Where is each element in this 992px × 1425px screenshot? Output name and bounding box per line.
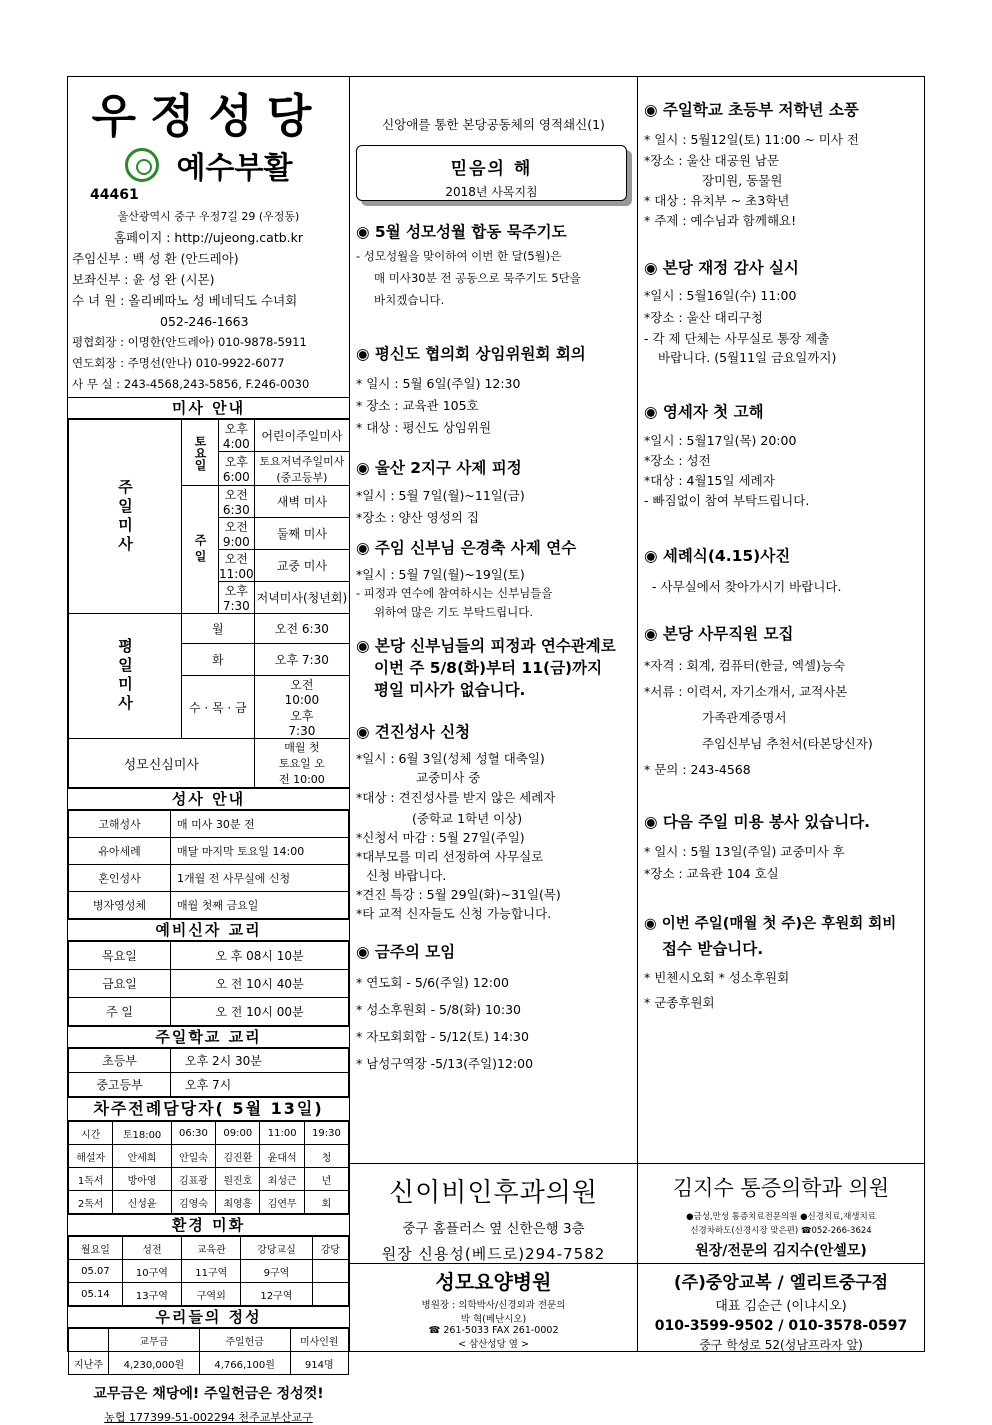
notice-meetings [356, 941, 633, 1077]
catechism-table [68, 941, 349, 1026]
notice-line: * 문의 : 243-4568 [644, 762, 751, 777]
notice-line: *대부모를 미리 선정하여 사무실로 [356, 849, 544, 864]
sunday-label: 주일 [193, 533, 207, 566]
catechism-time: 오 후 08시 10분 [171, 942, 349, 970]
ad-line: < 삼산성당 옆 > [458, 1339, 529, 1350]
parish-title: 우정성당 [91, 89, 326, 143]
homepage[interactable]: 홈페이지 : http://ujeong.catb.kr [113, 230, 304, 245]
offer-cell: 4,230,000원 [109, 1352, 200, 1375]
bank-account: 농협 177399-51-002294 천주교부산교구 [104, 1411, 313, 1424]
mass-table [68, 419, 350, 788]
marian-mass: 성모신심미사 [69, 739, 255, 788]
clean-cell: 11구역 [182, 1260, 241, 1283]
notice-line: - 사무실에서 찾아가시기 바랍니다. [652, 579, 842, 594]
notice-line: *장소 : 울산 대공원 남문 [644, 153, 780, 168]
notice-heading: ◉ 다음 주일 미용 봉사 있습니다. [644, 813, 871, 831]
notice-line: *타 교적 신자들도 신청 가능합니다. [356, 906, 552, 921]
cleaning-title: 환경 미화 [68, 1214, 349, 1236]
ad-title: 김지수 통증의학과 의원 [672, 1176, 890, 1200]
notice-heading: ◉ 주일학교 초등부 저학년 소풍 [644, 101, 859, 119]
school-time: 오후 7시 [171, 1073, 349, 1097]
offer-head: 미사인원 [290, 1329, 348, 1352]
offer-cell: 914명 [290, 1352, 348, 1375]
clean-cell: 10구역 [122, 1260, 181, 1283]
notice-heading: ◉ 평신도 협의회 상임위원회 회의 [356, 345, 586, 363]
ad-title: 성모요양병원 [435, 1270, 552, 1294]
clean-cell [312, 1260, 348, 1283]
sacrament-info: 1개월 전 사무실에 신청 [171, 865, 349, 892]
meeting-line: * 성소후원회 - 5/8(화) 10:30 [356, 1002, 521, 1017]
sacrament: 유아세례 [69, 838, 171, 865]
notice-line: 장미원, 동물원 [702, 173, 783, 188]
catechism-time: 오 전 10시 00분 [171, 998, 349, 1026]
liturgy-head: 06:30 [171, 1122, 215, 1145]
ad-line: 병원장 : 의학박사/신경외과 전문의 [421, 1300, 566, 1311]
notice-line: *신청서 마감 : 5월 27일(주일) [356, 830, 525, 845]
ad-line: 대표 김순근 (이냐시오) [715, 1299, 847, 1314]
notice-line: 교중미사 중 [416, 770, 481, 785]
cleaning-table [68, 1236, 349, 1306]
ad-line: 박 혁(베난시오) [460, 1314, 527, 1325]
convent-phone: 052-246-1663 [160, 314, 249, 329]
sacrament: 병자영성체 [69, 892, 171, 919]
notice-confirmation [356, 721, 633, 923]
office-phone: 사 무 실 : 243-4568,243-5856, F.246-0030 [72, 377, 310, 391]
clean-head: 월요일 [69, 1237, 123, 1260]
ad-line: 중구 학성로 52(성남프라자 앞) [699, 1338, 863, 1352]
mass-time: 오전 6:30 [219, 486, 255, 518]
notice-heading: ◉ 영세자 첫 고해 [644, 403, 764, 421]
liturgy-cell: 청 [304, 1145, 348, 1168]
school-grade: 초등부 [69, 1049, 171, 1073]
liturgy-cell: 안세희 [113, 1145, 171, 1168]
catechism-title: 예비신자 교리 [68, 919, 349, 941]
mass-time: 오후 7:30 [219, 582, 255, 614]
liturgy-cell: 김표광 [171, 1168, 215, 1191]
notice-heading: ◉ 본당 사무직원 모집 [644, 625, 794, 643]
meeting-line: * 남성구역장 -5/13(주일)12:00 [356, 1056, 534, 1071]
mass-name: 어린이주일미사 [254, 420, 350, 452]
notice-heading: ◉ 울산 2지구 사제 피정 [356, 459, 522, 477]
sunday-school-table [68, 1048, 349, 1097]
parish-logo-icon [125, 148, 159, 182]
parish-info [68, 185, 349, 395]
mass-name: 저녁미사(청년회) [254, 582, 350, 614]
saturday-label: 토요일 [193, 434, 207, 471]
notice-line: 바랍니다. (5월11일 금요일까지) [658, 350, 837, 365]
liturgy-cell: 2독서 [69, 1191, 113, 1214]
meeting-line: * 연도회 - 5/6(주일) 12:00 [356, 975, 509, 990]
ad-line: 신경차하도(신경시장 맞은편) ☎052-266-3624 [690, 1226, 872, 1236]
mass-time: 오전 9:00 [219, 518, 255, 550]
slogan: 예수부활 [176, 151, 293, 186]
ad-pain-clinic [638, 1163, 924, 1263]
notice-heading: 평일 미사가 없습니다. [374, 681, 526, 699]
convent: 수 녀 원 : 올리베따노 성 베네딕도 수녀회 [72, 293, 298, 308]
notice-line: (중학교 1학년 이상) [412, 811, 523, 826]
sacrament-info: 매 미사 30분 전 [171, 811, 349, 838]
middle-column [350, 77, 638, 1351]
ad-line: ●금성,만성 통증치료전문의원 ●신경치료,재생치료 [686, 1212, 876, 1222]
school-grade: 중고등부 [69, 1073, 171, 1097]
assistant-priest: 보좌신부 : 윤 성 완 (시몬) [72, 272, 215, 287]
notice-line: *자격 : 회계, 컴퓨터(한글, 엑셀)능숙 [644, 658, 846, 673]
ad-line: 010-3599-9502 / 010-3578-0597 [654, 1318, 908, 1334]
sacrament-info: 매월 첫째 금요일 [171, 892, 349, 919]
clean-cell: 13구역 [122, 1283, 181, 1306]
left-column [68, 77, 350, 1424]
year-title: 믿음의 해 [450, 159, 533, 179]
notice-line: *장소 : 성전 [644, 453, 711, 468]
notice-line: * 군종후원회 [644, 995, 715, 1010]
notice-line: * 일시 : 5월 13일(주일) 교중미사 후 [644, 844, 845, 859]
logo-row [68, 145, 349, 185]
weekday: 화 [182, 644, 255, 676]
clean-cell: 05.07 [69, 1260, 123, 1283]
clean-head: 강당 [312, 1237, 348, 1260]
notice-heading: ◉ 본당 재정 감사 실시 [644, 259, 799, 277]
notice-heading: 접수 받습니다. [662, 940, 764, 958]
clean-cell: 05.14 [69, 1283, 123, 1306]
notice-line: 신청 바랍니다. [366, 868, 447, 883]
notice-line: 위하여 많은 기도 부탁드립니다. [374, 605, 534, 619]
notice-line: 가족관계증명서 [702, 710, 787, 725]
ad-uniform [638, 1263, 924, 1353]
liturgy-cell: 원진호 [216, 1168, 260, 1191]
liturgy-cell: 윤대석 [260, 1145, 304, 1168]
sacrament-title: 성사 안내 [68, 788, 349, 810]
notice-retreat [356, 457, 633, 529]
liturgy-title: 차주전례담당자( 5월 13일) [68, 1097, 349, 1121]
notice-first-confession [644, 401, 920, 511]
notice-audit [644, 257, 920, 367]
notice-heading: ◉ 견진성사 신청 [356, 723, 471, 741]
marian-mass-time: 매월 첫 토요일 오전 10:00 [254, 739, 350, 788]
notice-staff-recruit [644, 623, 920, 783]
notice-line: *일시 : 6월 3일(성체 성혈 대축일) [356, 751, 545, 766]
offer-head: 주일헌금 [199, 1329, 290, 1352]
liturgy-head: 시간 [69, 1122, 113, 1145]
clean-cell: 구역외 [182, 1283, 241, 1306]
sacrament: 혼인성사 [69, 865, 171, 892]
weekday-mass-label: 평일미사 [116, 638, 134, 714]
notice-line: - 피정과 연수에 참여하시는 신부님들을 [356, 586, 553, 600]
liturgy-cell: 년 [304, 1168, 348, 1191]
weekday: 수 · 목 · 금 [182, 676, 255, 739]
notice-line: * 일시 : 5월 6일(주일) 12:30 [356, 376, 521, 391]
bulletin-page [67, 76, 925, 1424]
ad-line: 원장/전문의 김지수(안셀모) [695, 1243, 867, 1259]
liturgy-cell: 김연무 [260, 1191, 304, 1214]
catechism-day: 목요일 [69, 942, 171, 970]
liturgy-cell: 안일숙 [171, 1145, 215, 1168]
notice-heading: ◉ 세례식(4.15)사진 [644, 547, 791, 565]
notice-line: *일시 : 5월 7일(월)~19일(토) [356, 567, 525, 582]
notice-heading: ◉ 이번 주일(매월 첫 주)은 후원회 회비 [644, 916, 897, 932]
liturgy-cell: 최영흥 [216, 1191, 260, 1214]
ad-ent-clinic [350, 1163, 637, 1263]
offer-cell: 지난주 [69, 1352, 109, 1375]
council-president: 평협회장 : 이명한(안드레아) 010-9878-5911 [72, 335, 307, 349]
notice-line: *장소 : 울산 대리구청 [644, 310, 763, 325]
liturgy-head: 토18:00 [113, 1122, 171, 1145]
mass-time: 오후 6:00 [219, 452, 255, 486]
weekday-time: 오전 10:00 오후 7:30 [254, 676, 350, 739]
notice-line: 매 미사30분 전 공동으로 묵주기도 5단을 [374, 271, 581, 285]
mass-name: 토요저녁주일미사 (중고등부) [254, 452, 350, 486]
notice-line: *대상 : 4월15일 세례자 [644, 473, 775, 488]
clean-cell [312, 1283, 348, 1306]
weekday: 월 [182, 614, 255, 644]
notice-heading: ◉ 주임 신부님 은경축 사제 연수 [356, 539, 577, 557]
weekday-time: 오후 7:30 [254, 644, 350, 676]
ad-hospital [350, 1263, 637, 1353]
meeting-line: * 자모회회합 - 5/12(토) 14:30 [356, 1029, 529, 1044]
liturgy-cell: 김영숙 [171, 1191, 215, 1214]
notice-heading: 이번 주 5/8(화)부터 11(금)까지 [374, 659, 603, 677]
liturgy-head: 09:00 [216, 1122, 260, 1145]
year-box [356, 145, 627, 201]
offering-table [68, 1328, 349, 1375]
sacrament-info: 매달 마지막 토요일 14:00 [171, 838, 349, 865]
notice-line: *서류 : 이력서, 자기소개서, 교적사본 [644, 684, 848, 699]
offer-cell: 4,766,100원 [199, 1352, 290, 1375]
pastor: 주임신부 : 백 성 환 (안드레아) [72, 251, 239, 266]
notice-heading: ◉ 5월 성모성월 합동 묵주기도 [356, 223, 567, 241]
sunday-mass-label: 주일미사 [116, 478, 134, 555]
offer-head [69, 1329, 109, 1352]
clean-cell: 12구역 [241, 1283, 312, 1306]
liturgy-head: 11:00 [260, 1122, 304, 1145]
motto: 신앙애를 통한 본당공동체의 영적쇄신(1) [382, 117, 605, 132]
notice-line: * 장소 : 교육관 105호 [356, 398, 479, 413]
notice-baptism-photo [644, 545, 920, 596]
ad-line: 중구 홈플러스 옆 신한은행 3층 [402, 1221, 585, 1237]
notice-line: * 일시 : 5월12일(토) 11:00 ~ 미사 전 [644, 132, 859, 147]
liturgy-cell: 신성윤 [113, 1191, 171, 1214]
catechism-time: 오 전 10시 40분 [171, 970, 349, 998]
notice-line: *장소 : 교육관 104 호실 [644, 866, 779, 881]
clean-cell: 9구역 [241, 1260, 312, 1283]
ad-line: 원장 신용성(베드로)294-7582 [381, 1245, 606, 1263]
prayer-president: 연도회장 : 주명선(안나) 010-9922-6077 [72, 356, 285, 370]
liturgy-cell: 최성근 [260, 1168, 304, 1191]
notice-line: * 빈첸시오회 * 성소후원회 [644, 970, 790, 985]
mass-name: 교중 미사 [254, 550, 350, 582]
sacrament-table [68, 810, 349, 919]
notice-line: *장소 : 양산 영성의 집 [356, 510, 479, 525]
ad-title: 신이비인후과의원 [389, 1178, 598, 1208]
notice-jubilee [356, 537, 633, 622]
offering-title: 우리들의 정성 [68, 1306, 349, 1328]
ad-title: (주)중앙교복 / 엘리트중구점 [673, 1273, 889, 1293]
mass-name: 둘째 미사 [254, 518, 350, 550]
notice-line: - 빠짐없이 참여 부탁드립니다. [644, 493, 810, 508]
liturgy-cell: 방아영 [113, 1168, 171, 1191]
notice-line: *일시 : 5월 7일(월)~11일(금) [356, 488, 525, 503]
notice-line: 주임신부님 추천서(타본당신자) [702, 736, 873, 751]
liturgy-cell: 회 [304, 1191, 348, 1214]
school-time: 오후 2시 30분 [171, 1049, 349, 1073]
notice-line: * 대상 : 평신도 상임위원 [356, 420, 492, 435]
right-column [638, 77, 924, 1351]
notice-line: *일시 : 5월17일(목) 20:00 [644, 433, 797, 448]
mass-time: 오전11:00 [219, 550, 255, 582]
notice-council [356, 343, 633, 439]
notice-line: * 대상 : 유치부 ~ 초3학년 [644, 193, 790, 208]
notice-line: 바치겠습니다. [374, 293, 445, 307]
liturgy-cell: 해설자 [69, 1145, 113, 1168]
mass-name: 새벽 미사 [254, 486, 350, 518]
catechism-day: 주 일 [69, 998, 171, 1026]
notice-line: - 성모성월을 맞이하여 이번 한 달(5월)은 [356, 249, 562, 263]
catechism-day: 금요일 [69, 970, 171, 998]
notice-heading: ◉ 본당 신부님들의 피정과 연수관계로 [356, 637, 616, 655]
sacrament: 고해성사 [69, 811, 171, 838]
weekday-time: 오전 6:30 [254, 614, 350, 644]
zip-code: 44461 [90, 187, 139, 203]
notice-line: *대상 : 견진성사를 받지 않은 세례자 [356, 790, 556, 805]
year-subtitle: 2018년 사목지침 [445, 185, 538, 199]
notice-line: *견진 특강 : 5월 29일(화)~31일(목) [356, 887, 561, 902]
notice-line: - 각 제 단체는 사무실로 통장 제출 [644, 331, 830, 346]
mass-time: 오후 4:00 [219, 420, 255, 452]
liturgy-cell: 김진환 [216, 1145, 260, 1168]
ad-line: ☎ 261-5033 FAX 261-0002 [428, 1325, 559, 1336]
liturgy-cell: 1독서 [69, 1168, 113, 1191]
liturgy-head: 19:30 [304, 1122, 348, 1145]
notice-rosary [356, 221, 633, 310]
notice-heading: ◉ 금주의 모임 [356, 943, 456, 961]
notice-dues [644, 913, 920, 1015]
sunday-school-title: 주일학교 교리 [68, 1026, 349, 1048]
notice-line: *일시 : 5월16일(수) 11:00 [644, 288, 797, 303]
address: 울산광역시 중구 우정7길 29 (우정동) [117, 210, 300, 223]
notice-no-weekday-mass [356, 635, 633, 701]
notice-line: * 주제 : 예수님과 함께해요! [644, 213, 797, 228]
clean-head: 교육관 [182, 1237, 241, 1260]
notice-picnic [644, 99, 920, 231]
offering-slogan: 교무금은 채당에! 주일헌금은 정성껏! [93, 1386, 324, 1402]
mass-title: 미사 안내 [68, 397, 349, 419]
clean-head: 성전 [122, 1237, 181, 1260]
offer-head: 교무금 [109, 1329, 200, 1352]
notice-haircut [644, 811, 920, 885]
liturgy-table [68, 1121, 349, 1214]
clean-head: 강당교실 [241, 1237, 312, 1260]
